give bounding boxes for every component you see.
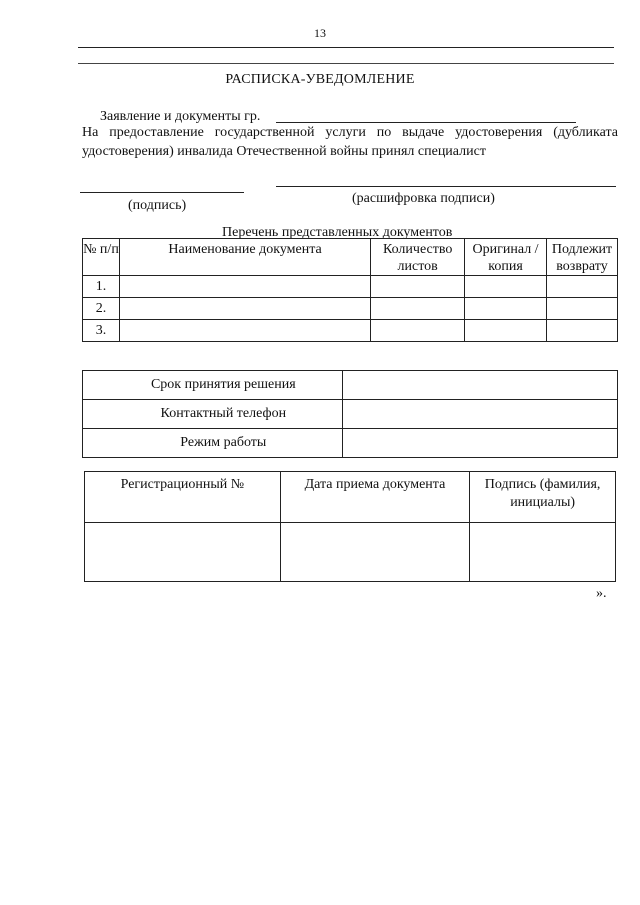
return-cell — [547, 320, 618, 342]
row-num: 3. — [83, 320, 120, 342]
table-row — [85, 523, 616, 582]
signature-decode-blank — [276, 186, 616, 187]
decision-term-value — [342, 371, 617, 400]
document-name-cell — [119, 298, 370, 320]
header-rule — [78, 47, 614, 48]
row-num: 1. — [83, 276, 120, 298]
original-cell — [465, 276, 547, 298]
document-name-cell — [119, 276, 370, 298]
contact-phone-label: Контактный телефон — [83, 400, 343, 429]
table-row — [83, 276, 618, 298]
header-return: Подлежит возврату — [547, 239, 618, 276]
sheets-cell — [371, 276, 465, 298]
documents-table — [82, 238, 618, 342]
table-row — [83, 371, 618, 400]
original-cell — [465, 320, 547, 342]
page-number: 13 — [314, 26, 326, 40]
return-cell — [547, 298, 618, 320]
sheets-cell — [371, 320, 465, 342]
closing-quote: ». — [596, 586, 607, 601]
table-row — [83, 320, 618, 342]
registration-table — [84, 471, 616, 582]
table-row — [83, 429, 618, 458]
work-hours-value — [342, 429, 617, 458]
header-name: Наименование документа — [119, 239, 370, 276]
signature-blank — [80, 192, 244, 193]
document-title: РАСПИСКА-УВЕДОМЛЕНИЕ — [225, 72, 415, 87]
signature-caption: (подпись) — [128, 198, 187, 213]
header-rule-lower — [78, 63, 614, 64]
work-hours-label: Режим работы — [83, 429, 343, 458]
statement-paragraph: На предоставление государственной услуги по выдаче удостоверения (дубликата удостоверения) инвалида Отечественной войны принял специалист — [82, 125, 618, 159]
header-receipt-date: Дата приема документа — [280, 472, 470, 523]
original-cell — [465, 298, 547, 320]
return-cell — [547, 276, 618, 298]
decision-term-label: Срок принятия решения — [83, 371, 343, 400]
table-row — [83, 298, 618, 320]
header-signature: Подпись (фамилия, инициалы) — [470, 472, 616, 523]
signature-decode-caption: (расшифровка подписи) — [352, 191, 495, 206]
contact-phone-value — [342, 400, 617, 429]
table-row — [83, 400, 618, 429]
info-table — [82, 370, 618, 458]
signature-cell — [470, 523, 616, 582]
receipt-date-cell — [280, 523, 470, 582]
header-sheets: Количество листов — [371, 239, 465, 276]
sheets-cell — [371, 298, 465, 320]
documents-list-caption: Перечень представленных документов — [222, 225, 453, 240]
registration-table-header — [85, 472, 616, 523]
document-name-cell — [119, 320, 370, 342]
reg-number-cell — [85, 523, 281, 582]
documents-table-header — [83, 239, 618, 276]
statement-line: Заявление и документы гр. — [100, 109, 261, 124]
header-original: Оригинал /копия — [465, 239, 547, 276]
header-num: № п/п — [83, 239, 120, 276]
header-reg-number: Регистрационный № — [85, 472, 281, 523]
row-num: 2. — [83, 298, 120, 320]
